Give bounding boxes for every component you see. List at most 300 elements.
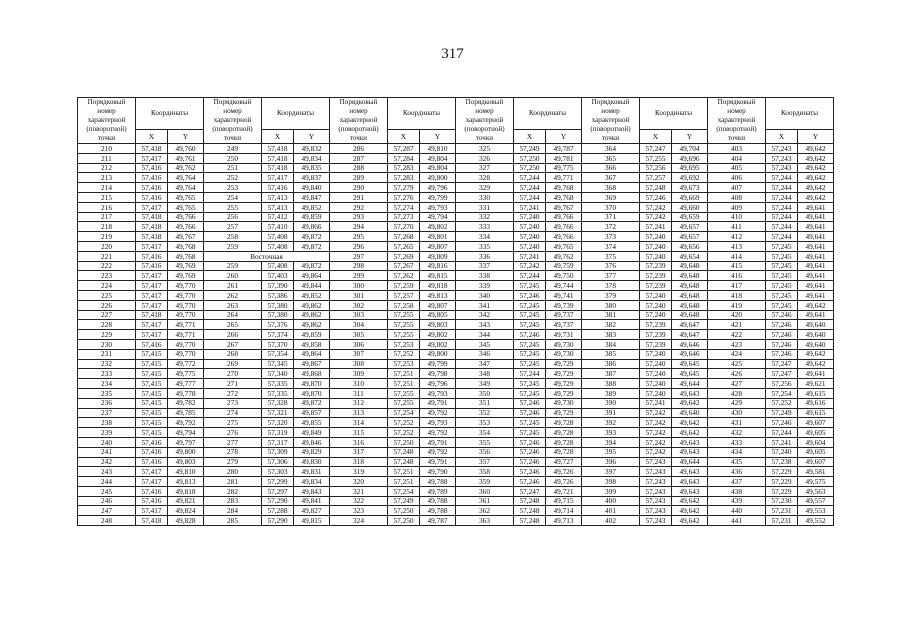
point-number-cell: 234 bbox=[78, 379, 136, 389]
point-number-cell: 422 bbox=[708, 330, 766, 340]
x-coordinate-cell: 57,240 bbox=[766, 447, 798, 457]
y-coordinate-cell: 49,730 bbox=[546, 398, 582, 408]
point-number-cell: 399 bbox=[582, 486, 640, 496]
y-coordinate-cell: 49,805 bbox=[420, 310, 456, 320]
x-coordinate-cell: 57,244 bbox=[766, 212, 798, 222]
point-number-cell: 416 bbox=[708, 271, 766, 281]
point-number-cell: 269 bbox=[204, 359, 262, 369]
y-coordinate-cell: 49,721 bbox=[546, 486, 582, 496]
table-row bbox=[78, 516, 834, 526]
x-coordinate-cell: 57,239 bbox=[640, 271, 672, 281]
y-coordinate-cell: 49,804 bbox=[420, 163, 456, 173]
point-number-cell: 298 bbox=[330, 261, 388, 271]
point-number-cell: 294 bbox=[330, 222, 388, 232]
x-coordinate-cell: 57,256 bbox=[766, 379, 798, 389]
y-coordinate-cell: 49,644 bbox=[672, 457, 708, 467]
point-number-cell: 312 bbox=[330, 398, 388, 408]
y-coordinate-cell: 49,792 bbox=[168, 418, 204, 428]
point-number-cell: 313 bbox=[330, 408, 388, 418]
x-coordinate-cell: 57,254 bbox=[766, 388, 798, 398]
x-coordinate-cell: 57,417 bbox=[136, 290, 168, 300]
y-coordinate-cell: 49,764 bbox=[168, 183, 204, 193]
x-coordinate-cell: 57,242 bbox=[514, 261, 546, 271]
x-coordinate-cell: 57,249 bbox=[514, 144, 546, 154]
x-coordinate-cell: 57,380 bbox=[262, 300, 294, 310]
x-coordinate-cell: 57,250 bbox=[388, 506, 420, 516]
x-coordinate-cell: 57,417 bbox=[136, 506, 168, 516]
x-coordinate-cell: 57,250 bbox=[388, 437, 420, 447]
table-row bbox=[78, 418, 834, 428]
y-coordinate-cell: 49,870 bbox=[294, 388, 330, 398]
y-coordinate-cell: 49,642 bbox=[672, 418, 708, 428]
y-coordinate-cell: 49,787 bbox=[420, 516, 456, 526]
y-coordinate-cell: 49,642 bbox=[798, 144, 834, 154]
point-number-cell: 319 bbox=[330, 467, 388, 477]
x-coordinate-cell: 57,416 bbox=[136, 457, 168, 467]
point-number-cell: 409 bbox=[708, 202, 766, 212]
x-coordinate-cell: 57,246 bbox=[514, 290, 546, 300]
x-coordinate-cell: 57,267 bbox=[388, 261, 420, 271]
point-number-header: Порядковый номер характерной (поворотной) точки bbox=[582, 98, 640, 144]
y-coordinate-cell: 49,810 bbox=[420, 144, 456, 154]
y-coordinate-cell: 49,791 bbox=[420, 457, 456, 467]
point-number-cell: 419 bbox=[708, 300, 766, 310]
x-coordinate-cell: 57,246 bbox=[766, 339, 798, 349]
y-coordinate-cell: 49,870 bbox=[294, 379, 330, 389]
x-coordinate-cell: 57,415 bbox=[136, 408, 168, 418]
y-header: Y bbox=[294, 129, 330, 143]
table-row bbox=[78, 349, 834, 359]
y-coordinate-cell: 49,765 bbox=[546, 241, 582, 251]
point-number-cell: 429 bbox=[708, 398, 766, 408]
point-number-cell: 349 bbox=[456, 379, 514, 389]
x-coordinate-cell: 57,231 bbox=[766, 506, 798, 516]
x-coordinate-cell: 57,416 bbox=[136, 437, 168, 447]
point-number-cell: 335 bbox=[456, 241, 514, 251]
x-coordinate-cell: 57,417 bbox=[136, 281, 168, 291]
y-coordinate-cell: 49,641 bbox=[798, 212, 834, 222]
point-number-cell: 309 bbox=[330, 369, 388, 379]
table-row bbox=[78, 144, 834, 154]
x-coordinate-cell: 57,246 bbox=[640, 192, 672, 202]
x-coordinate-cell: 57,403 bbox=[262, 271, 294, 281]
x-coordinate-cell: 57,418 bbox=[136, 232, 168, 242]
y-coordinate-cell: 49,857 bbox=[294, 408, 330, 418]
point-number-cell: 367 bbox=[582, 173, 640, 183]
y-coordinate-cell: 49,788 bbox=[420, 477, 456, 487]
y-coordinate-cell: 49,792 bbox=[420, 408, 456, 418]
point-number-cell: 219 bbox=[78, 232, 136, 242]
point-number-cell: 344 bbox=[456, 330, 514, 340]
x-coordinate-cell: 57,229 bbox=[766, 467, 798, 477]
point-number-cell: 308 bbox=[330, 359, 388, 369]
table-row bbox=[78, 281, 834, 291]
point-number-cell: 210 bbox=[78, 144, 136, 154]
y-coordinate-cell: 49,713 bbox=[546, 516, 582, 526]
x-coordinate-cell: 57,231 bbox=[766, 516, 798, 526]
point-number-cell: 241 bbox=[78, 447, 136, 457]
y-coordinate-cell: 49,800 bbox=[420, 349, 456, 359]
y-coordinate-cell: 49,766 bbox=[546, 222, 582, 232]
y-coordinate-cell: 49,605 bbox=[798, 447, 834, 457]
point-number-cell: 293 bbox=[330, 212, 388, 222]
y-coordinate-cell: 49,766 bbox=[168, 212, 204, 222]
point-number-cell: 404 bbox=[708, 153, 766, 163]
y-coordinate-cell: 49,797 bbox=[168, 437, 204, 447]
x-coordinate-cell: 57,240 bbox=[514, 232, 546, 242]
x-coordinate-cell: 57,245 bbox=[514, 428, 546, 438]
x-coordinate-cell: 57,246 bbox=[514, 437, 546, 447]
x-coordinate-cell: 57,240 bbox=[640, 241, 672, 251]
point-number-cell: 351 bbox=[456, 398, 514, 408]
y-coordinate-cell: 49,798 bbox=[420, 369, 456, 379]
y-coordinate-cell: 49,791 bbox=[420, 437, 456, 447]
y-coordinate-cell: 49,832 bbox=[294, 144, 330, 154]
point-number-cell: 281 bbox=[204, 477, 262, 487]
point-number-cell: 370 bbox=[582, 202, 640, 212]
point-number-cell: 291 bbox=[330, 192, 388, 202]
x-coordinate-cell: 57,241 bbox=[766, 437, 798, 447]
point-number-cell: 427 bbox=[708, 379, 766, 389]
x-coordinate-cell: 57,416 bbox=[136, 496, 168, 506]
point-number-cell: 261 bbox=[204, 281, 262, 291]
point-number-cell: 384 bbox=[582, 339, 640, 349]
x-header: X bbox=[262, 129, 294, 143]
point-number-cell: 264 bbox=[204, 310, 262, 320]
y-coordinate-cell: 49,643 bbox=[672, 477, 708, 487]
table-row bbox=[78, 437, 834, 447]
y-coordinate-cell: 49,793 bbox=[420, 388, 456, 398]
x-coordinate-cell: 57,417 bbox=[136, 241, 168, 251]
x-coordinate-cell: 57,251 bbox=[388, 379, 420, 389]
y-coordinate-cell: 49,615 bbox=[798, 408, 834, 418]
point-number-cell: 230 bbox=[78, 339, 136, 349]
point-number-cell: 289 bbox=[330, 173, 388, 183]
point-number-cell: 259 bbox=[204, 241, 262, 251]
table-row bbox=[78, 320, 834, 330]
y-coordinate-cell: 49,777 bbox=[168, 379, 204, 389]
x-coordinate-cell: 57,273 bbox=[388, 212, 420, 222]
header-row-1 bbox=[78, 98, 834, 130]
point-number-cell: 339 bbox=[456, 281, 514, 291]
y-coordinate-cell: 49,862 bbox=[294, 300, 330, 310]
x-coordinate-cell: 57,259 bbox=[388, 281, 420, 291]
x-coordinate-cell: 57,374 bbox=[262, 330, 294, 340]
point-number-cell: 354 bbox=[456, 428, 514, 438]
y-coordinate-cell: 49,771 bbox=[168, 320, 204, 330]
point-number-cell: 393 bbox=[582, 428, 640, 438]
x-coordinate-cell: 57,230 bbox=[766, 496, 798, 506]
section-label: Восточная bbox=[204, 251, 330, 261]
point-number-cell: 233 bbox=[78, 369, 136, 379]
x-coordinate-cell: 57,284 bbox=[388, 153, 420, 163]
y-coordinate-cell: 49,852 bbox=[294, 290, 330, 300]
point-number-cell: 387 bbox=[582, 369, 640, 379]
point-number-cell: 283 bbox=[204, 496, 262, 506]
y-coordinate-cell: 49,739 bbox=[546, 300, 582, 310]
point-number-cell: 299 bbox=[330, 271, 388, 281]
y-coordinate-cell: 49,563 bbox=[798, 486, 834, 496]
y-coordinate-cell: 49,796 bbox=[420, 183, 456, 193]
point-number-cell: 252 bbox=[204, 173, 262, 183]
y-coordinate-cell: 49,643 bbox=[672, 486, 708, 496]
x-coordinate-cell: 57,408 bbox=[262, 261, 294, 271]
point-number-cell: 290 bbox=[330, 183, 388, 193]
y-coordinate-cell: 49,864 bbox=[294, 271, 330, 281]
x-coordinate-cell: 57,248 bbox=[388, 457, 420, 467]
point-number-cell: 239 bbox=[78, 428, 136, 438]
point-number-cell: 330 bbox=[456, 192, 514, 202]
x-coordinate-cell: 57,247 bbox=[514, 486, 546, 496]
point-number-cell: 408 bbox=[708, 192, 766, 202]
x-coordinate-cell: 57,244 bbox=[766, 173, 798, 183]
y-coordinate-cell: 49,807 bbox=[420, 300, 456, 310]
point-number-cell: 385 bbox=[582, 349, 640, 359]
point-number-cell: 365 bbox=[582, 153, 640, 163]
x-coordinate-cell: 57,248 bbox=[640, 183, 672, 193]
point-number-cell: 388 bbox=[582, 379, 640, 389]
x-coordinate-cell: 57,321 bbox=[262, 408, 294, 418]
y-coordinate-cell: 49,647 bbox=[672, 330, 708, 340]
x-coordinate-cell: 57,245 bbox=[514, 379, 546, 389]
table-row bbox=[78, 379, 834, 389]
point-number-cell: 325 bbox=[456, 144, 514, 154]
y-header: Y bbox=[546, 129, 582, 143]
y-coordinate-cell: 49,834 bbox=[294, 153, 330, 163]
y-coordinate-cell: 49,804 bbox=[420, 153, 456, 163]
point-number-cell: 282 bbox=[204, 486, 262, 496]
point-number-cell: 275 bbox=[204, 418, 262, 428]
y-coordinate-cell: 49,641 bbox=[798, 232, 834, 242]
y-coordinate-cell: 49,762 bbox=[546, 251, 582, 261]
y-coordinate-cell: 49,872 bbox=[294, 232, 330, 242]
x-coordinate-cell: 57,245 bbox=[514, 310, 546, 320]
table-row bbox=[78, 300, 834, 310]
x-coordinate-cell: 57,243 bbox=[640, 467, 672, 477]
table-row bbox=[78, 271, 834, 281]
x-coordinate-cell: 57,415 bbox=[136, 379, 168, 389]
y-coordinate-cell: 49,827 bbox=[294, 506, 330, 516]
point-number-cell: 435 bbox=[708, 457, 766, 467]
point-number-cell: 352 bbox=[456, 408, 514, 418]
x-coordinate-cell: 57,242 bbox=[640, 428, 672, 438]
x-coordinate-cell: 57,416 bbox=[136, 486, 168, 496]
point-number-cell: 274 bbox=[204, 408, 262, 418]
coordinates-table bbox=[77, 97, 834, 526]
x-coordinate-cell: 57,240 bbox=[514, 212, 546, 222]
y-coordinate-cell: 49,642 bbox=[672, 506, 708, 516]
x-coordinate-cell: 57,370 bbox=[262, 339, 294, 349]
x-coordinate-cell: 57,416 bbox=[262, 183, 294, 193]
y-coordinate-cell: 49,644 bbox=[672, 379, 708, 389]
point-number-cell: 288 bbox=[330, 163, 388, 173]
point-number-cell: 356 bbox=[456, 447, 514, 457]
x-coordinate-cell: 57,245 bbox=[514, 281, 546, 291]
y-coordinate-cell: 49,726 bbox=[546, 477, 582, 487]
x-coordinate-cell: 57,416 bbox=[136, 251, 168, 261]
x-coordinate-cell: 57,246 bbox=[514, 457, 546, 467]
point-number-cell: 440 bbox=[708, 506, 766, 516]
x-coordinate-cell: 57,274 bbox=[388, 202, 420, 212]
y-coordinate-cell: 49,642 bbox=[672, 428, 708, 438]
point-number-cell: 431 bbox=[708, 418, 766, 428]
y-coordinate-cell: 49,760 bbox=[168, 144, 204, 154]
table-row bbox=[78, 506, 834, 516]
table-row bbox=[78, 457, 834, 467]
point-number-cell: 314 bbox=[330, 418, 388, 428]
x-coordinate-cell: 57,415 bbox=[136, 349, 168, 359]
y-coordinate-cell: 49,557 bbox=[798, 496, 834, 506]
point-number-cell: 218 bbox=[78, 222, 136, 232]
x-coordinate-cell: 57,242 bbox=[640, 202, 672, 212]
x-coordinate-cell: 57,255 bbox=[388, 330, 420, 340]
y-coordinate-cell: 49,648 bbox=[672, 300, 708, 310]
x-coordinate-cell: 57,246 bbox=[514, 408, 546, 418]
point-number-header: Порядковый номер характерной (поворотной) точки bbox=[708, 98, 766, 144]
point-number-cell: 292 bbox=[330, 202, 388, 212]
page-number: 317 bbox=[441, 46, 464, 62]
point-number-cell: 244 bbox=[78, 477, 136, 487]
point-number-cell: 271 bbox=[204, 379, 262, 389]
point-number-cell: 224 bbox=[78, 281, 136, 291]
y-coordinate-cell: 49,744 bbox=[546, 281, 582, 291]
y-coordinate-cell: 49,641 bbox=[798, 251, 834, 261]
x-coordinate-cell: 57,250 bbox=[514, 153, 546, 163]
y-coordinate-cell: 49,659 bbox=[672, 212, 708, 222]
y-coordinate-cell: 49,761 bbox=[168, 153, 204, 163]
y-coordinate-cell: 49,852 bbox=[294, 202, 330, 212]
y-coordinate-cell: 49,801 bbox=[420, 232, 456, 242]
x-coordinate-cell: 57,240 bbox=[640, 310, 672, 320]
x-coordinate-cell: 57,410 bbox=[262, 222, 294, 232]
table-row bbox=[78, 212, 834, 222]
point-number-cell: 389 bbox=[582, 388, 640, 398]
x-coordinate-cell: 57,415 bbox=[136, 418, 168, 428]
y-coordinate-cell: 49,642 bbox=[798, 153, 834, 163]
table-row bbox=[78, 467, 834, 477]
y-coordinate-cell: 49,657 bbox=[672, 232, 708, 242]
point-number-cell: 300 bbox=[330, 281, 388, 291]
point-number-cell: 255 bbox=[204, 202, 262, 212]
point-number-cell: 304 bbox=[330, 320, 388, 330]
y-coordinate-cell: 49,640 bbox=[798, 320, 834, 330]
point-number-cell: 262 bbox=[204, 290, 262, 300]
table-row bbox=[78, 496, 834, 506]
y-coordinate-cell: 49,778 bbox=[168, 388, 204, 398]
point-number-cell: 273 bbox=[204, 398, 262, 408]
y-coordinate-cell: 49,828 bbox=[168, 516, 204, 526]
y-coordinate-cell: 49,813 bbox=[420, 290, 456, 300]
x-coordinate-cell: 57,390 bbox=[262, 281, 294, 291]
y-coordinate-cell: 49,815 bbox=[294, 516, 330, 526]
point-number-cell: 400 bbox=[582, 496, 640, 506]
x-coordinate-cell: 57,240 bbox=[640, 300, 672, 310]
x-coordinate-cell: 57,238 bbox=[766, 457, 798, 467]
point-number-cell: 334 bbox=[456, 232, 514, 242]
y-coordinate-cell: 49,737 bbox=[546, 320, 582, 330]
y-coordinate-cell: 49,849 bbox=[294, 428, 330, 438]
y-coordinate-cell: 49,789 bbox=[420, 486, 456, 496]
point-number-cell: 310 bbox=[330, 379, 388, 389]
table-row bbox=[78, 398, 834, 408]
point-number-cell: 331 bbox=[456, 202, 514, 212]
point-number-cell: 376 bbox=[582, 261, 640, 271]
table-row bbox=[78, 241, 834, 251]
x-coordinate-cell: 57,265 bbox=[388, 241, 420, 251]
x-coordinate-cell: 57,417 bbox=[136, 477, 168, 487]
point-number-cell: 362 bbox=[456, 506, 514, 516]
point-number-cell: 347 bbox=[456, 359, 514, 369]
point-number-cell: 286 bbox=[330, 144, 388, 154]
y-coordinate-cell: 49,640 bbox=[672, 408, 708, 418]
point-number-cell: 414 bbox=[708, 251, 766, 261]
y-coordinate-cell: 49,765 bbox=[168, 202, 204, 212]
x-coordinate-cell: 57,252 bbox=[388, 349, 420, 359]
y-coordinate-cell: 49,782 bbox=[168, 398, 204, 408]
y-coordinate-cell: 49,648 bbox=[672, 271, 708, 281]
point-number-cell: 321 bbox=[330, 486, 388, 496]
x-coordinate-cell: 57,245 bbox=[514, 349, 546, 359]
point-number-cell: 216 bbox=[78, 202, 136, 212]
y-coordinate-cell: 49,762 bbox=[168, 163, 204, 173]
y-coordinate-cell: 49,834 bbox=[294, 477, 330, 487]
x-coordinate-cell: 57,255 bbox=[640, 153, 672, 163]
x-coordinate-cell: 57,279 bbox=[388, 183, 420, 193]
y-coordinate-cell: 49,791 bbox=[420, 398, 456, 408]
x-coordinate-cell: 57,249 bbox=[388, 496, 420, 506]
y-coordinate-cell: 49,844 bbox=[294, 281, 330, 291]
x-coordinate-cell: 57,254 bbox=[388, 486, 420, 496]
table-row bbox=[78, 408, 834, 418]
y-coordinate-cell: 49,766 bbox=[546, 212, 582, 222]
x-coordinate-cell: 57,262 bbox=[388, 271, 420, 281]
x-coordinate-cell: 57,354 bbox=[262, 349, 294, 359]
x-coordinate-cell: 57,245 bbox=[766, 251, 798, 261]
y-coordinate-cell: 49,648 bbox=[672, 310, 708, 320]
y-coordinate-cell: 49,824 bbox=[168, 506, 204, 516]
x-coordinate-cell: 57,245 bbox=[514, 418, 546, 428]
point-number-cell: 238 bbox=[78, 418, 136, 428]
x-coordinate-cell: 57,239 bbox=[640, 261, 672, 271]
coordinates-table-wrapper bbox=[77, 97, 833, 526]
point-number-cell: 380 bbox=[582, 300, 640, 310]
y-coordinate-cell: 49,641 bbox=[798, 202, 834, 212]
x-coordinate-cell: 57,412 bbox=[262, 212, 294, 222]
point-number-cell: 229 bbox=[78, 330, 136, 340]
point-number-cell: 345 bbox=[456, 339, 514, 349]
x-coordinate-cell: 57,251 bbox=[388, 477, 420, 487]
point-number-cell: 217 bbox=[78, 212, 136, 222]
x-coordinate-cell: 57,240 bbox=[640, 251, 672, 261]
y-coordinate-cell: 49,605 bbox=[798, 428, 834, 438]
y-coordinate-cell: 49,831 bbox=[294, 467, 330, 477]
x-coordinate-cell: 57,270 bbox=[388, 222, 420, 232]
y-coordinate-cell: 49,818 bbox=[168, 486, 204, 496]
table-row bbox=[78, 290, 834, 300]
point-number-cell: 402 bbox=[582, 516, 640, 526]
x-coordinate-cell: 57,240 bbox=[640, 359, 672, 369]
point-number-cell: 278 bbox=[204, 447, 262, 457]
y-coordinate-cell: 49,714 bbox=[546, 506, 582, 516]
x-coordinate-cell: 57,244 bbox=[514, 173, 546, 183]
point-number-cell: 231 bbox=[78, 349, 136, 359]
point-number-cell: 406 bbox=[708, 173, 766, 183]
x-coordinate-cell: 57,288 bbox=[262, 506, 294, 516]
point-number-cell: 279 bbox=[204, 457, 262, 467]
x-coordinate-cell: 57,247 bbox=[766, 359, 798, 369]
x-coordinate-cell: 57,246 bbox=[514, 398, 546, 408]
y-coordinate-cell: 49,781 bbox=[546, 153, 582, 163]
